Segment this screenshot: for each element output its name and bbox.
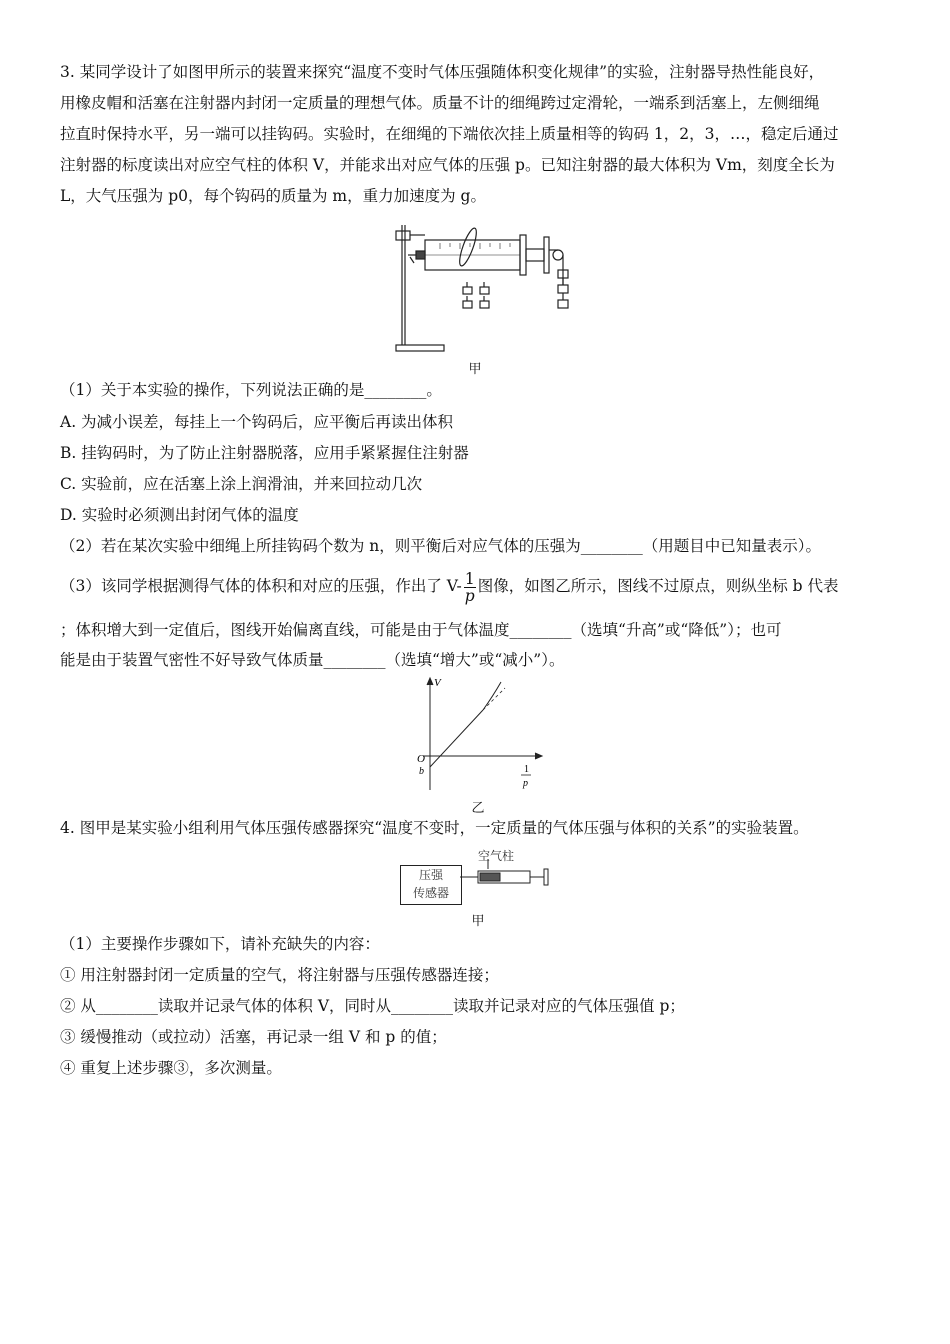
q4-step-4: ④ 重复上述步骤③，多次测量。 xyxy=(60,1059,282,1077)
q3-sub3-post: 图像，如图乙所示，图线不过原点，则纵坐标 b 代表 xyxy=(477,577,839,595)
graph-x-label-den: p xyxy=(523,778,528,789)
q3-sub3-line-3: 能是由于装置气密性不好导致气体质量________（选填“增大”或“减小”）。 xyxy=(60,651,565,669)
q3-line-1: 3. 某同学设计了如图甲所示的装置来探究“温度不变时气体压强随体积变化规律”的实验，注射器导热性能良好， xyxy=(60,63,825,81)
syringe-apparatus-figure xyxy=(380,215,580,365)
q3-sub1: （1）关于本实验的操作，下列说法正确的是________。 xyxy=(60,381,442,399)
q3-option-b: B. 挂钩码时，为了防止注射器脱落，应用手紧紧握住注射器 xyxy=(60,444,469,462)
inverse-p-fraction xyxy=(464,571,476,604)
v-inverse-p-graph xyxy=(405,672,555,797)
sensor-label-line-2: 传感器 xyxy=(412,886,449,900)
q3-option-a: A. 为减小误差，每挂上一个钩码后，应平衡后再读出体积 xyxy=(60,413,454,431)
q3-option-d: D. 实验时必须测出封闭气体的温度 xyxy=(60,506,299,524)
pressure-sensor-figure xyxy=(398,847,558,909)
q3-line-3: 拉直时保持水平，另一端可以挂钩码。实验时，在细绳的下端依次挂上质量相等的钩码 1，2，3，…，稳定后通过 xyxy=(60,125,839,143)
fraction-denominator: p xyxy=(464,586,475,605)
air-column-label: 空气柱 xyxy=(478,849,515,863)
q3-sub3-line-2: ；体积增大到一定值后，图线开始偏离直线，可能是由于气体温度________（选填“升高”或“降低”）；也可 xyxy=(60,621,782,639)
q4-step-3: ③ 缓慢推动（或拉动）活塞，再记录一组 V 和 p 的值； xyxy=(60,1028,447,1046)
q3-line-5: L，大气压强为 p0，每个钩码的质量为 m，重力加速度为 g。 xyxy=(60,187,486,205)
figure-caption-yi: 乙 xyxy=(471,801,485,816)
q3-sub2: （2）若在某次实验中细绳上所挂钩码个数为 n，则平衡后对应气体的压强为________（用题目中已知量表示）。 xyxy=(60,537,822,555)
sensor-label-line-1: 压强 xyxy=(418,868,443,882)
q3-sub3-line-1 xyxy=(60,568,900,604)
q3-line-2: 用橡皮帽和活塞在注射器内封闭一定质量的理想气体。质量不计的细绳跨过定滑轮，一端系到活塞上，左侧细绳 xyxy=(60,94,820,112)
graph-b-label: b xyxy=(419,766,424,777)
q4-step-1: ① 用注射器封闭一定质量的空气，将注射器与压强传感器连接； xyxy=(60,966,499,984)
figure-caption-jia-2: 甲 xyxy=(471,914,485,929)
graph-origin-label: O xyxy=(417,753,425,765)
q4-intro: 4. 图甲是某实验小组利用气体压强传感器探究“温度不变时，一定质量的气体压强与体积的关系”的实验装置。 xyxy=(60,819,809,837)
graph-x-label-num: 1 xyxy=(524,764,529,775)
fraction-numerator: 1 xyxy=(464,569,475,588)
q4-step-2: ② 从________读取并记录气体的体积 V，同时从________读取并记录对应的气体压强值 p； xyxy=(60,997,685,1015)
figure-caption-jia-1: 甲 xyxy=(468,362,482,377)
graph-y-label: V xyxy=(434,677,441,689)
q4-sub1: （1）主要操作步骤如下，请补充缺失的内容： xyxy=(60,935,380,953)
q3-sub3-pre: （3）该同学根据测得气体的体积和对应的压强，作出了 V- xyxy=(60,577,462,595)
syringe-icon xyxy=(398,847,558,909)
q3-line-4: 注射器的标度读出对应空气柱的体积 V，并能求出对应气体的压强 p。已知注射器的最大体积为 Vm，刻度全长为 xyxy=(60,156,835,174)
q3-option-c: C. 实验前，应在活塞上涂上润滑油，并来回拉动几次 xyxy=(60,475,423,493)
